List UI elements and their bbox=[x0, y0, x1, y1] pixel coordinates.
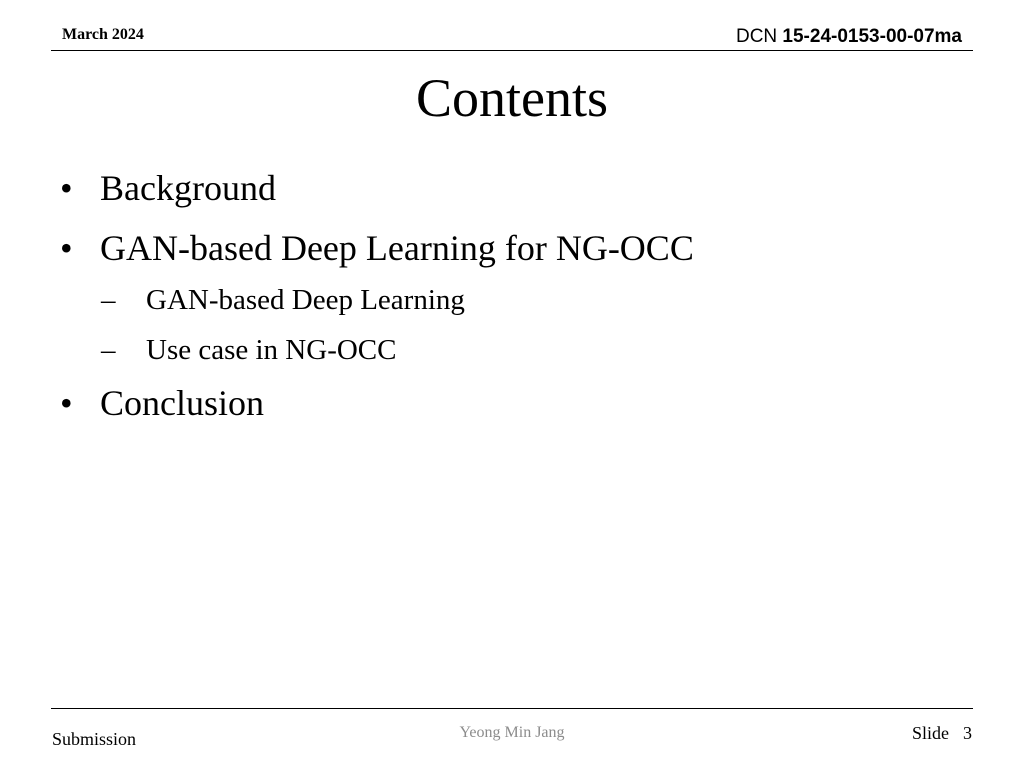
dash-marker: – bbox=[101, 334, 116, 366]
footer-submission: Submission bbox=[52, 729, 137, 749]
list-subitem bbox=[101, 332, 396, 368]
bullet-marker: • bbox=[60, 228, 73, 268]
list-item-text: GAN-based Deep Learning for NG-OCC bbox=[100, 228, 694, 268]
slide-title: Contents bbox=[415, 68, 608, 128]
footer-slide-number bbox=[912, 723, 972, 744]
header-divider bbox=[51, 50, 973, 51]
list-item bbox=[60, 226, 694, 270]
list-item bbox=[60, 166, 276, 210]
dcn-prefix: DCN bbox=[735, 26, 778, 47]
list-item-text: Background bbox=[100, 168, 276, 208]
footer-divider bbox=[51, 708, 973, 709]
header-dcn bbox=[736, 26, 962, 48]
header-date: March 2024 bbox=[62, 26, 144, 43]
dash-marker: – bbox=[101, 284, 116, 316]
list-subitem bbox=[101, 282, 465, 318]
list-subitem-text: Use case in NG-OCC bbox=[146, 334, 397, 366]
list-item-text: Conclusion bbox=[100, 383, 265, 423]
dcn-number: 15-24-0153-00-07ma bbox=[782, 26, 962, 47]
footer-author: Yeong Min Jang bbox=[459, 724, 565, 741]
slide-number: 3 bbox=[963, 723, 972, 743]
list-subitem-text: GAN-based Deep Learning bbox=[146, 284, 465, 316]
bullet-marker: • bbox=[60, 383, 73, 423]
bullet-marker: • bbox=[60, 168, 73, 208]
slide-label: Slide bbox=[911, 723, 949, 743]
list-item bbox=[60, 381, 264, 425]
